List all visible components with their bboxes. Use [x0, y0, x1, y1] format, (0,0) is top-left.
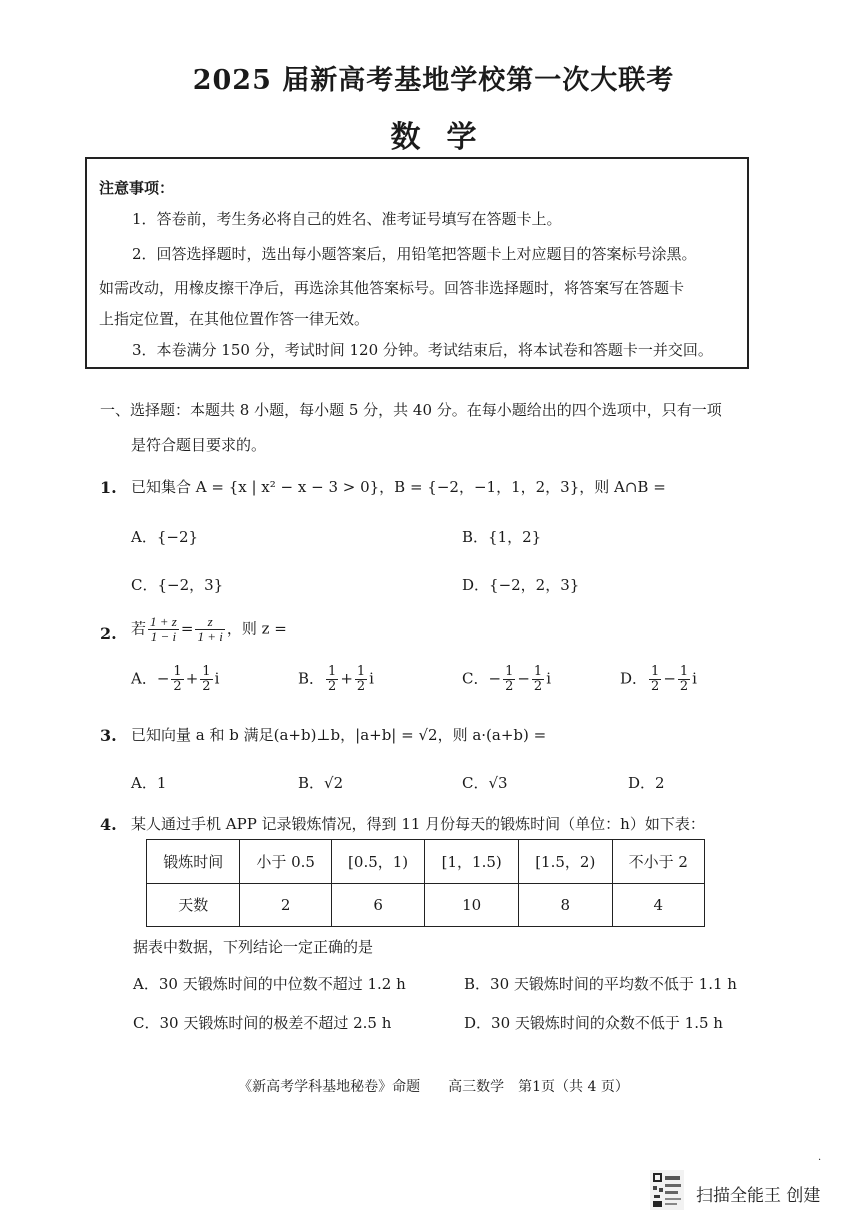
q2-option-b: [298, 665, 374, 694]
frac-den: 2: [651, 679, 660, 694]
exam-title: 2025 届新高考基地学校第一次大联考: [192, 65, 675, 96]
table-cell: 锻炼时间: [147, 840, 240, 884]
q2-option-c-sign-2: −: [517, 669, 530, 688]
frac-den: 2: [328, 679, 337, 694]
imaginary-unit: i: [369, 669, 374, 688]
scanner-watermark-label: 扫描全能王 创建: [696, 1186, 821, 1206]
q2-option-b-frac-2: [355, 665, 367, 694]
frac-num: 1: [356, 664, 366, 679]
frac-num: 1: [533, 664, 543, 679]
q2-option-a: [131, 665, 219, 694]
table-row: [147, 883, 705, 927]
notice-heading: 注意事项：: [99, 179, 175, 197]
q2-option-c: [462, 665, 551, 694]
notice-box: [85, 157, 749, 369]
notice-item-1: 1．答卷前，考生务必将自己的姓名、准考证号填写在答题卡上。: [132, 210, 562, 228]
frac-num: 1: [679, 664, 689, 679]
q2-option-d: [620, 665, 697, 694]
q1-option-c: C．{−2，3}: [131, 576, 224, 594]
exercise-time-table: [146, 839, 705, 927]
notice-item-3: 3．本卷满分 150 分，考试时间 120 分钟。考试结束后，将本试卷和答题卡一并交回。: [132, 341, 713, 359]
q3-option-c: C．√3: [462, 774, 508, 792]
q2-option-c-sign-1: −: [488, 669, 502, 688]
page-footer: 《新高考学科基地秘卷》命题 高三数学 第1页（共 4 页）: [238, 1079, 629, 1095]
q3-stem: 已知向量 a 和 b 满足(a+b)⊥b，|a+b| = √2，则 a·(a+b) =: [131, 726, 547, 744]
q2-option-c-frac-1: [503, 665, 515, 694]
imaginary-unit: i: [546, 669, 552, 688]
q2-option-a-letter: A．: [131, 669, 157, 688]
q2-option-c-frac-2: [532, 665, 544, 694]
table-cell: 4: [612, 883, 704, 927]
frac-num: 1: [173, 664, 182, 679]
q4-option-a: A．30 天锻炼时间的中位数不超过 1.2 h: [133, 975, 406, 993]
corner-mark: .: [818, 1152, 822, 1163]
q4-number: 4.: [100, 815, 117, 834]
q2-fraction-right: [195, 615, 224, 644]
notice-item-2-line-1: 2．回答选择题时，选出每小题答案后，用铅笔把答题卡上对应题目的答案标号涂黑。: [132, 245, 697, 263]
table-cell: 8: [518, 883, 612, 927]
frac-num: 1: [651, 664, 660, 679]
q2-fraction-left-num: 1 + z: [150, 614, 177, 629]
frac-num: 1: [505, 664, 514, 679]
q2-stem: [131, 615, 287, 644]
frac-den: 2: [679, 679, 689, 694]
q1-option-a: A．{−2}: [131, 528, 199, 546]
frac-num: 1: [328, 664, 337, 679]
q4-stem: 某人通过手机 APP 记录锻炼情况，得到 11 月份每天的锻炼时间（单位：h）如下表：: [131, 815, 705, 833]
q2-stem-prefix: 若: [131, 619, 147, 638]
table-cell: 天数: [147, 883, 240, 927]
q2-option-a-sign-1: −: [156, 669, 170, 688]
table-cell: 10: [425, 883, 519, 927]
q2-fraction-right-den: 1 + i: [197, 629, 223, 644]
notice-item-2-line-2: 如需改动，用橡皮擦干净后，再选涂其他答案标号。回答非选择题时，将答案写在答题卡: [99, 279, 685, 297]
q2-option-b-frac-1: [326, 665, 338, 694]
q2-fraction-right-num: z: [195, 615, 224, 630]
q3-number: 3.: [100, 726, 117, 745]
q1-option-b: B．{1，2}: [462, 528, 542, 546]
table-cell: 小于 0.5: [240, 840, 331, 884]
q3-option-b: B．√2: [298, 774, 344, 792]
q2-option-b-sign-2: +: [340, 669, 353, 688]
q2-stem-suffix: ，则 z =: [226, 619, 287, 638]
table-cell: [0.5，1): [331, 840, 425, 884]
frac-den: 2: [356, 679, 366, 694]
q2-option-a-sign-2: +: [185, 669, 199, 688]
frac-den: 2: [533, 679, 543, 694]
q2-option-d-frac-2: [678, 665, 690, 694]
q1-option-d: D．{−2，2，3}: [462, 576, 580, 594]
q1-stem: 已知集合 A = {x | x² − x − 3 > 0}，B = {−2，−1，1，2，3}，则 A∩B =: [131, 478, 666, 496]
q4-option-c: C．30 天锻炼时间的极差不超过 2.5 h: [133, 1014, 392, 1032]
table-cell: [1.5，2): [518, 840, 612, 884]
q4-option-d: D．30 天锻炼时间的众数不低于 1.5 h: [464, 1014, 723, 1032]
q2-option-d-frac-1: [649, 665, 661, 694]
q2-option-d-letter: D．: [620, 669, 648, 688]
table-header-row: [147, 840, 705, 884]
imaginary-unit: i: [214, 669, 220, 688]
q3-option-a: A．1: [131, 774, 167, 792]
notice-item-2-line-3: 上指定位置，在其他位置作答一律无效。: [99, 310, 370, 328]
subject-title: 数学: [390, 120, 503, 155]
frac-den: 2: [173, 679, 182, 694]
frac-den: 2: [202, 679, 211, 694]
q2-fraction-left-den: 1 − i: [150, 629, 177, 644]
q2-option-c-letter: C．: [462, 669, 489, 688]
q2-option-d-sign-2: −: [663, 669, 676, 688]
qr-code-icon: [650, 1170, 684, 1210]
table-cell: 6: [331, 883, 425, 927]
q2-number: 2.: [100, 624, 117, 643]
section-1-line-1: 一、选择题：本题共 8 小题，每小题 5 分，共 40 分。在每小题给出的四个选项中，只有一项: [100, 401, 722, 419]
section-1-line-2: 是符合题目要求的。: [131, 436, 267, 454]
q3-option-d: D．2: [628, 774, 665, 792]
frac-num: 1: [202, 664, 211, 679]
q2-equals: =: [180, 619, 194, 638]
frac-den: 2: [505, 679, 514, 694]
table-cell: 不小于 2: [612, 840, 704, 884]
q4-lead: 据表中数据，下列结论一定正确的是: [133, 938, 374, 956]
q1-number: 1.: [100, 478, 117, 497]
table-cell: [1，1.5): [425, 840, 519, 884]
q2-fraction-left: [148, 615, 179, 644]
q2-option-b-letter: B．: [298, 669, 325, 688]
imaginary-unit: i: [692, 669, 697, 688]
q4-option-b: B．30 天锻炼时间的平均数不低于 1.1 h: [464, 975, 737, 993]
q2-option-a-frac-1: [171, 665, 183, 694]
q2-option-a-frac-2: [200, 665, 212, 694]
table-cell: 2: [240, 883, 331, 927]
